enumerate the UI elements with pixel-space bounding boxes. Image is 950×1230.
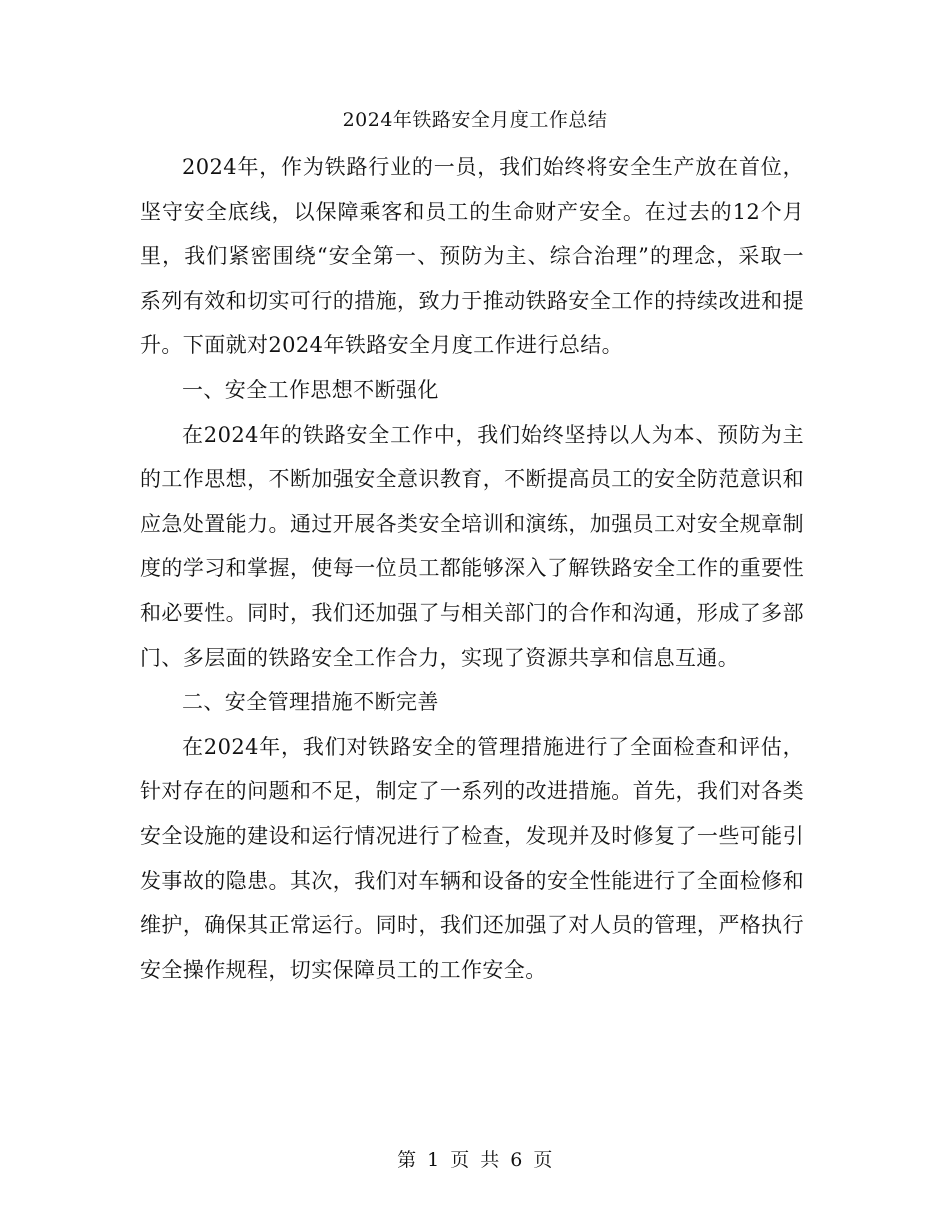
section-heading-1: 一、安全工作思想不断强化 bbox=[182, 377, 439, 402]
document-body bbox=[140, 145, 804, 992]
section-heading-2: 二、安全管理措施不断完善 bbox=[182, 690, 439, 715]
section-paragraph-1: 在2024年的铁路安全工作中，我们始终坚持以人为本、预防为主的工作思想，不断加强安全意识教育，不断提高员工的安全防范意识和应急处置能力。通过开展各类安全培训和演练，加强员工对安全规章制度的学习和掌握，使每一位员工都能够深入了解铁路安全工作的重要性和必要性。同时，我们还加强了与相关部门的合作和沟通，形成了多部门、多层面的铁路安全工作合力，实现了资源共享和信息互通。 bbox=[140, 422, 804, 670]
page-number-footer: 第 1 页 共 6 页 bbox=[397, 1149, 553, 1171]
section-paragraph-2: 在2024年，我们对铁路安全的管理措施进行了全面检查和评估，针对存在的问题和不足，制定了一系列的改进措施。首先，我们对各类安全设施的建设和运行情况进行了检查，发现并及时修复了一些可能引发事故的隐患。其次，我们对车辆和设备的安全性能进行了全面检修和维护，确保其正常运行。同时，我们还加强了对人员的管理，严格执行安全操作规程，切实保障员工的工作安全。 bbox=[140, 734, 804, 982]
document-title: 2024年铁路安全月度工作总结 bbox=[342, 109, 608, 131]
intro-paragraph: 2024年，作为铁路行业的一员，我们始终将安全生产放在首位，坚守安全底线，以保障乘客和员工的生命财产安全。在过去的12个月里，我们紧密围绕“安全第一、预防为主、综合治理”的理念，采取一系列有效和切实可行的措施，致力于推动铁路安全工作的持续改进和提升。下面就对2024年铁路安全月度工作进行总结。 bbox=[140, 155, 804, 358]
